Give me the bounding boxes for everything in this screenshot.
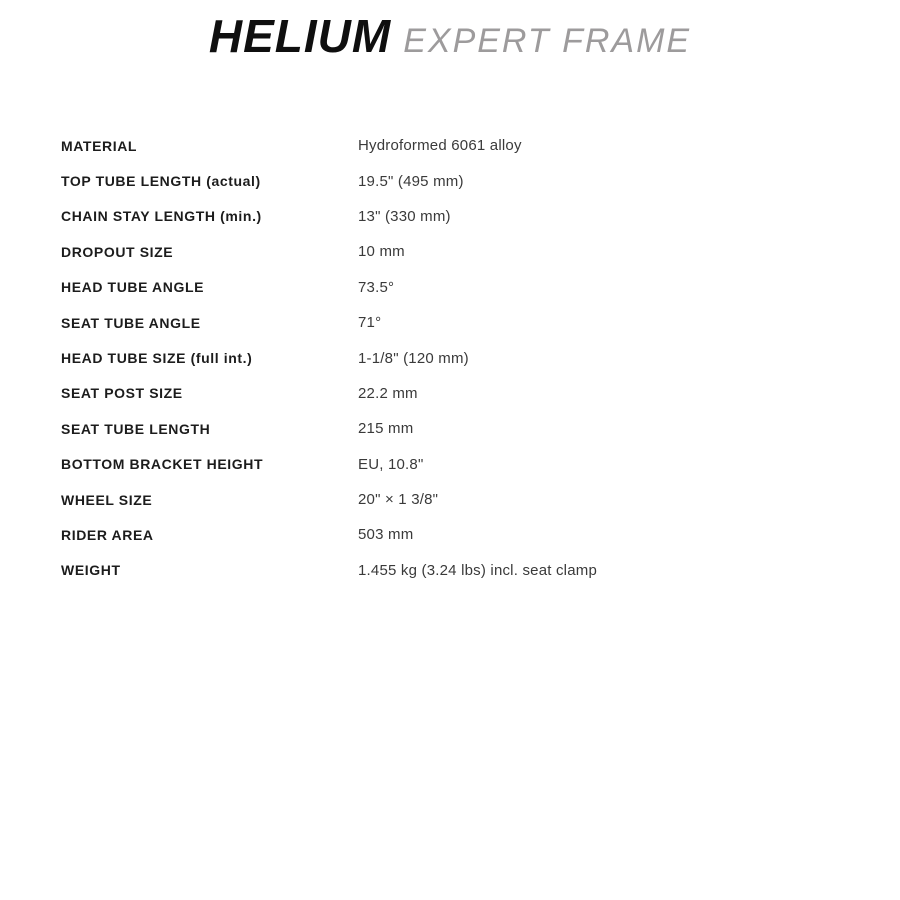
page-header (0, 8, 900, 76)
spec-value: 13" (330 mm) (358, 207, 451, 225)
spec-value: 22.2 mm (358, 384, 418, 402)
spec-row (61, 482, 841, 517)
spec-label: HEAD TUBE SIZE (full int.) (61, 350, 253, 367)
spec-label: WHEEL SIZE (61, 491, 153, 508)
spec-row (61, 553, 841, 588)
spec-label: TOP TUBE LENGTH (actual) (61, 173, 261, 190)
spec-value: 20" × 1 3/8" (358, 491, 439, 509)
spec-value: EU, 10.8" (358, 455, 424, 473)
spec-label: SEAT POST SIZE (61, 385, 183, 402)
spec-value: 1-1/8" (120 mm) (358, 349, 469, 367)
spec-label: WEIGHT (61, 562, 121, 579)
spec-label: SEAT TUBE LENGTH (61, 420, 211, 437)
spec-label: RIDER AREA (61, 526, 154, 543)
spec-value: 71° (358, 314, 382, 332)
spec-row (61, 376, 841, 411)
spec-label: CHAIN STAY LENGTH (min.) (61, 208, 262, 225)
spec-value: 215 mm (358, 420, 414, 438)
spec-label: BOTTOM BRACKET HEIGHT (61, 456, 264, 473)
spec-label: MATERIAL (61, 137, 138, 154)
spec-label: DROPOUT SIZE (61, 243, 174, 260)
spec-row (61, 234, 841, 269)
spec-row (61, 517, 841, 552)
spec-row (61, 305, 841, 340)
spec-table (61, 128, 841, 588)
spec-row (61, 447, 841, 482)
spec-value: Hydroformed 6061 alloy (358, 137, 522, 155)
frame-model-subtitle: EXPERT FRAME (403, 22, 692, 60)
spec-row (61, 128, 841, 163)
spec-value: 503 mm (358, 526, 414, 544)
spec-row (61, 340, 841, 375)
spec-value: 1.455 kg (3.24 lbs) incl. seat clamp (358, 561, 597, 579)
spec-row (61, 270, 841, 305)
spec-value: 19.5" (495 mm) (358, 172, 464, 190)
spec-value: 73.5° (358, 278, 395, 296)
spec-row (61, 163, 841, 198)
brand-name: HELIUM (208, 10, 392, 62)
spec-label: HEAD TUBE ANGLE (61, 279, 205, 296)
spec-row (61, 411, 841, 446)
spec-row (61, 199, 841, 234)
spec-value: 10 mm (358, 243, 405, 261)
spec-label: SEAT TUBE ANGLE (61, 314, 201, 331)
